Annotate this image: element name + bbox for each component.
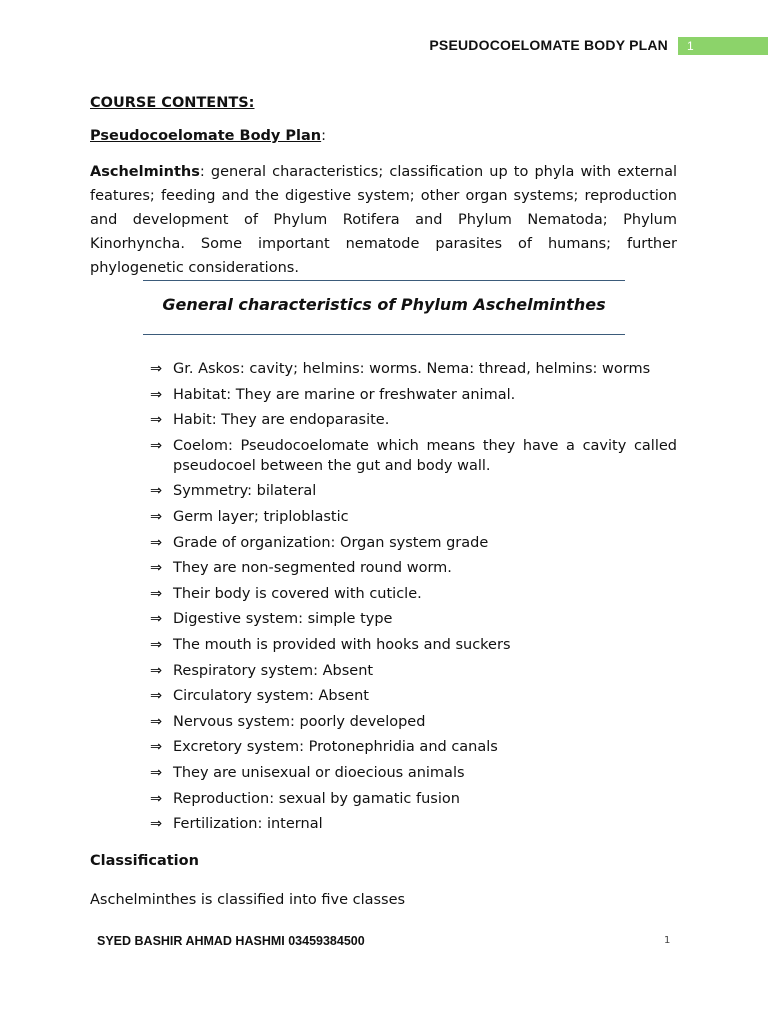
arrow-icon: ⇒ — [150, 764, 163, 781]
arrow-icon: ⇒ — [150, 361, 163, 377]
characteristic-item — [150, 737, 677, 757]
arrow-icon: ⇒ — [150, 483, 163, 500]
characteristic-text: Coelom: Pseudocoelomate which means they have a cavity called pseudocoel between the gut and body wall. — [173, 437, 677, 474]
header-page-badge: 1 — [678, 37, 768, 55]
arrow-icon: ⇒ — [150, 585, 163, 602]
intro-term: Aschelminths — [90, 164, 200, 180]
characteristic-text: Nervous system: poorly developed — [173, 713, 426, 730]
arrow-icon: ⇒ — [150, 560, 163, 577]
section-title: General characteristics of Phylum Aschelminthes — [162, 295, 606, 314]
course-subheading — [90, 128, 326, 144]
section-rule-top — [143, 280, 625, 281]
characteristic-item — [150, 481, 677, 501]
characteristic-item — [150, 661, 677, 681]
arrow-icon: ⇒ — [150, 412, 163, 429]
characteristic-text: Grade of organization: Organ system grade — [173, 534, 489, 551]
arrow-icon: ⇒ — [150, 636, 163, 653]
characteristic-item — [150, 436, 677, 476]
characteristic-item — [150, 359, 677, 379]
characteristic-item — [150, 814, 677, 834]
arrow-icon: ⇒ — [150, 386, 163, 403]
classification-text: Aschelminthes is classified into five classes — [90, 892, 406, 908]
characteristic-text: Reproduction: sexual by gamatic fusion — [173, 790, 460, 807]
characteristic-item — [150, 712, 677, 732]
characteristic-text: Respiratory system: Absent — [173, 662, 374, 679]
characteristic-item — [150, 635, 677, 655]
arrow-icon: ⇒ — [150, 611, 163, 628]
arrow-icon: ⇒ — [150, 713, 163, 730]
characteristic-item — [150, 410, 677, 430]
intro-text: : general characteristics; classification up to phyla with external features; feeding and the digestive system; other organ systems; reproduction and development of Phylum Rotifera and Phylum Nematoda; Phylum Kinorhyncha. Some important nematode parasites of humans; further phylogenetic considerations. — [90, 164, 677, 276]
arrow-icon: ⇒ — [150, 739, 163, 756]
characteristics-list — [150, 359, 677, 840]
header-title: PSEUDOCOELOMATE BODY PLAN — [429, 37, 668, 53]
characteristic-item — [150, 558, 677, 578]
footer-author: SYED BASHIR AHMAD HASHMI 03459384500 — [97, 934, 365, 948]
characteristic-text: Gr. Askos: cavity; helmins: worms. Nema: thread, helmins: worms — [173, 361, 651, 377]
characteristic-item — [150, 507, 677, 527]
characteristic-text: Fertilization: internal — [173, 816, 323, 833]
footer-page-number: 1 — [664, 935, 671, 946]
characteristic-text: Habit: They are endoparasite. — [173, 412, 390, 429]
arrow-icon: ⇒ — [150, 816, 163, 833]
characteristic-text: Excretory system: Protonephridia and canals — [173, 739, 498, 756]
characteristic-text: Habitat: They are marine or freshwater animal. — [173, 386, 516, 403]
characteristic-text: Symmetry: bilateral — [173, 483, 317, 500]
course-contents-heading: COURSE CONTENTS: — [90, 95, 255, 111]
course-intro-paragraph — [90, 160, 677, 280]
characteristic-text: Their body is covered with cuticle. — [173, 585, 422, 602]
characteristic-item — [150, 609, 677, 629]
subheading-colon: : — [321, 128, 327, 144]
characteristic-text: Circulatory system: Absent — [173, 688, 369, 705]
arrow-icon: ⇒ — [150, 437, 163, 454]
classification-heading: Classification — [90, 853, 199, 869]
arrow-icon: ⇒ — [150, 688, 163, 705]
characteristic-item — [150, 789, 677, 809]
characteristic-item — [150, 584, 677, 604]
characteristic-item — [150, 763, 677, 783]
characteristic-item — [150, 686, 677, 706]
section-rule-bottom — [143, 334, 625, 335]
characteristic-text: Germ layer; triploblastic — [173, 508, 349, 525]
arrow-icon: ⇒ — [150, 534, 163, 551]
arrow-icon: ⇒ — [150, 508, 163, 525]
characteristic-text: They are unisexual or dioecious animals — [173, 764, 465, 781]
characteristic-item — [150, 385, 677, 405]
characteristic-text: They are non-segmented round worm. — [173, 560, 452, 577]
subheading-label: Pseudocoelomate Body Plan — [90, 128, 322, 144]
arrow-icon: ⇒ — [150, 662, 163, 679]
characteristic-text: The mouth is provided with hooks and suckers — [173, 636, 511, 653]
arrow-icon: ⇒ — [150, 790, 163, 807]
characteristic-item — [150, 533, 677, 553]
characteristic-text: Digestive system: simple type — [173, 611, 393, 628]
